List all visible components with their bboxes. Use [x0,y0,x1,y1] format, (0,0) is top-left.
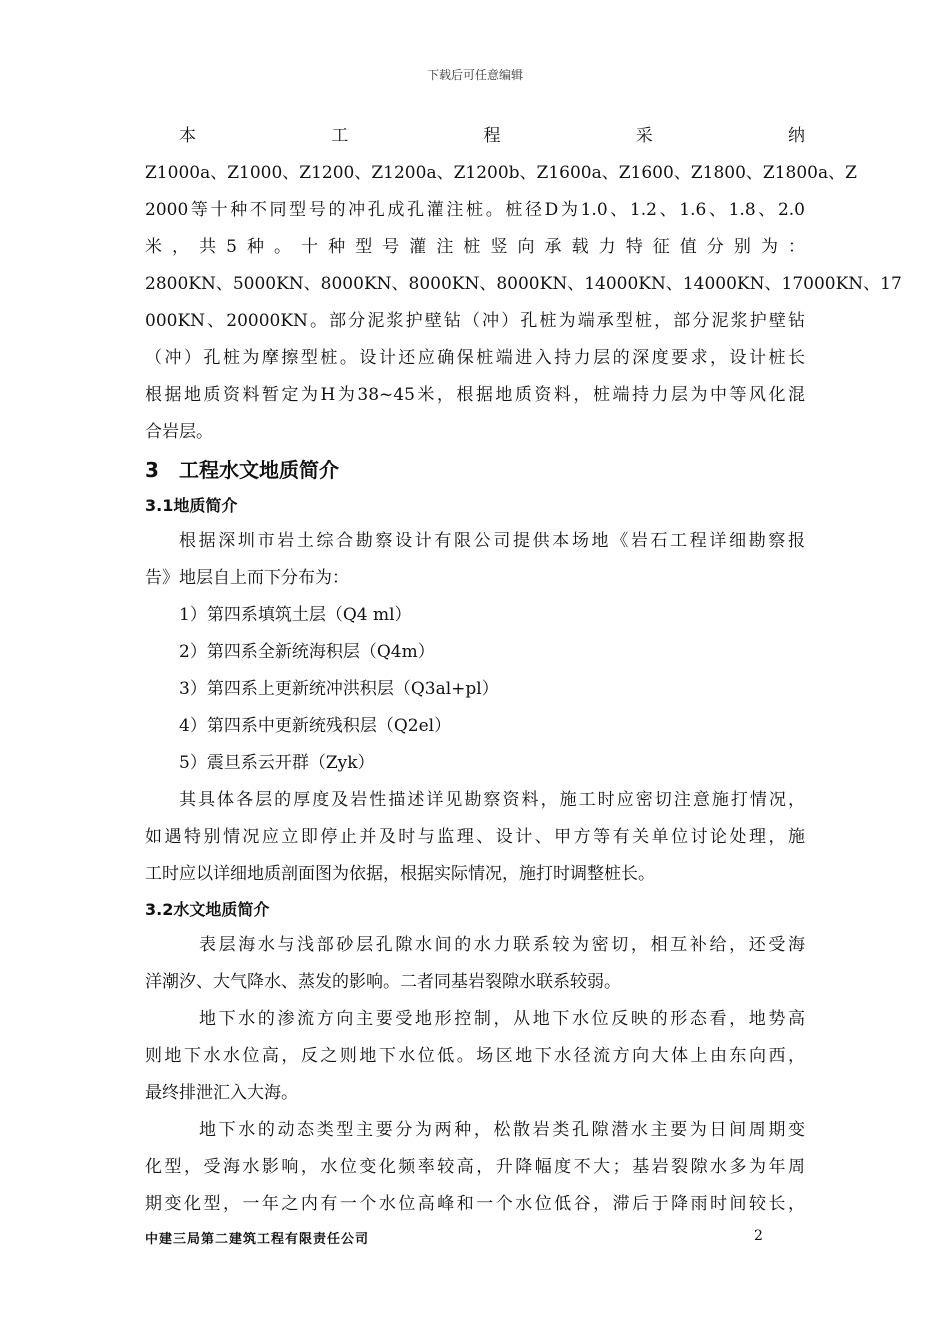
text-line: 合岩层。 [145,422,213,442]
subsection-heading-3-1: 3.1地质简介 [145,496,238,515]
section-number: 3 [145,458,159,482]
text-line: 化型，受海水影响，水位变化频率较高，升降幅度不大；基岩裂隙水多为年周 [145,1157,805,1177]
text-line: 地下水的渗流方向主要受地形控制，从地下水位反映的形态看，地势高 [199,1009,805,1029]
text-line: 地下水的动态类型主要分为两种，松散岩类孔隙潜水主要为日间周期变 [199,1120,805,1140]
document-body [145,118,902,1223]
page-header: 下载后可任意编辑 [426,68,523,82]
text-line: 洋潮汐、大气降水、蒸发的影响。二者同基岩裂隙水联系较弱。 [145,972,621,992]
text-line: 本工程采纳 [179,126,805,146]
text-line: 000KN、20000KN。部分泥浆护壁钻（冲）孔桩为端承型桩，部分泥浆护壁钻 [145,311,805,331]
text-line: 则地下水水位高，反之则地下水位低。场区地下水径流方向大体上由东向西， [145,1046,805,1066]
text-line: 最终排泄汇入大海。 [145,1083,298,1103]
list-item: 5）震旦系云开群（Zyk） [179,753,375,773]
text-line: 工时应以详细地质剖面图为依据，根据实际情况，施打时调整桩长。 [145,864,655,884]
list-item: 3）第四系上更新统冲洪积层（Q3al+pl） [179,679,499,699]
text-line: Z1000a、Z1000、Z1200、Z1200a、Z1200b、Z1600a、Z1600、Z1800、Z1800a、Z [145,163,857,183]
text-line: 表层海水与浅部砂层孔隙水间的水力联系较为密切，相互补给，还受海 [199,935,805,955]
list-item: 2）第四系全新统海积层（Q4m） [179,642,435,662]
text-line: 其具体各层的厚度及岩性描述详见勘察资料，施工时应密切注意施打情况， [179,790,805,810]
list-item: 4）第四系中更新统残积层（Q2el） [179,716,452,736]
subsection-heading-3-2: 3.2水文地质简介 [145,900,270,919]
paragraph-pile-types [145,118,902,451]
section-heading-3 [145,451,805,489]
section-title: 工程水文地质简介 [179,458,339,482]
text-line: （冲）孔桩为摩擦型桩。设计还应确保桩端进入持力层的深度要求，设计桩长 [145,348,805,368]
text-line: 告》地层自上而下分布为： [145,568,349,588]
page-number: 2 [754,1228,763,1244]
text-line: 如遇特别情况应立即停止并及时与监理、设计、甲方等有关单位讨论处理，施 [145,827,805,847]
text-line: 2800KN、5000KN、8000KN、8000KN、8000KN、14000KN、14000KN、17000KN、17 [145,274,902,294]
text-line: 期变化型，一年之内有一个水位高峰和一个水位低谷，滞后于降雨时间较长， [145,1194,805,1214]
text-line: 2000等十种不同型号的冲孔成孔灌注桩。桩径D为1.0、1.2、1.6、1.8、2.0 [145,200,805,220]
text-line: 根据深圳市岩土综合勘察设计有限公司提供本场地《岩石工程详细勘察报 [179,531,805,551]
text-line: 根据地质资料暂定为H为38~45米，根据地质资料，桩端持力层为中等风化混 [145,385,805,405]
text-line: 米，共5种。十种型号灌注桩竖向承载力特征值分别为： [145,237,805,257]
list-item: 1）第四系填筑土层（Q4 ml） [179,605,412,625]
footer-company: 中建三局第二建筑工程有限责任公司 [145,1232,370,1247]
